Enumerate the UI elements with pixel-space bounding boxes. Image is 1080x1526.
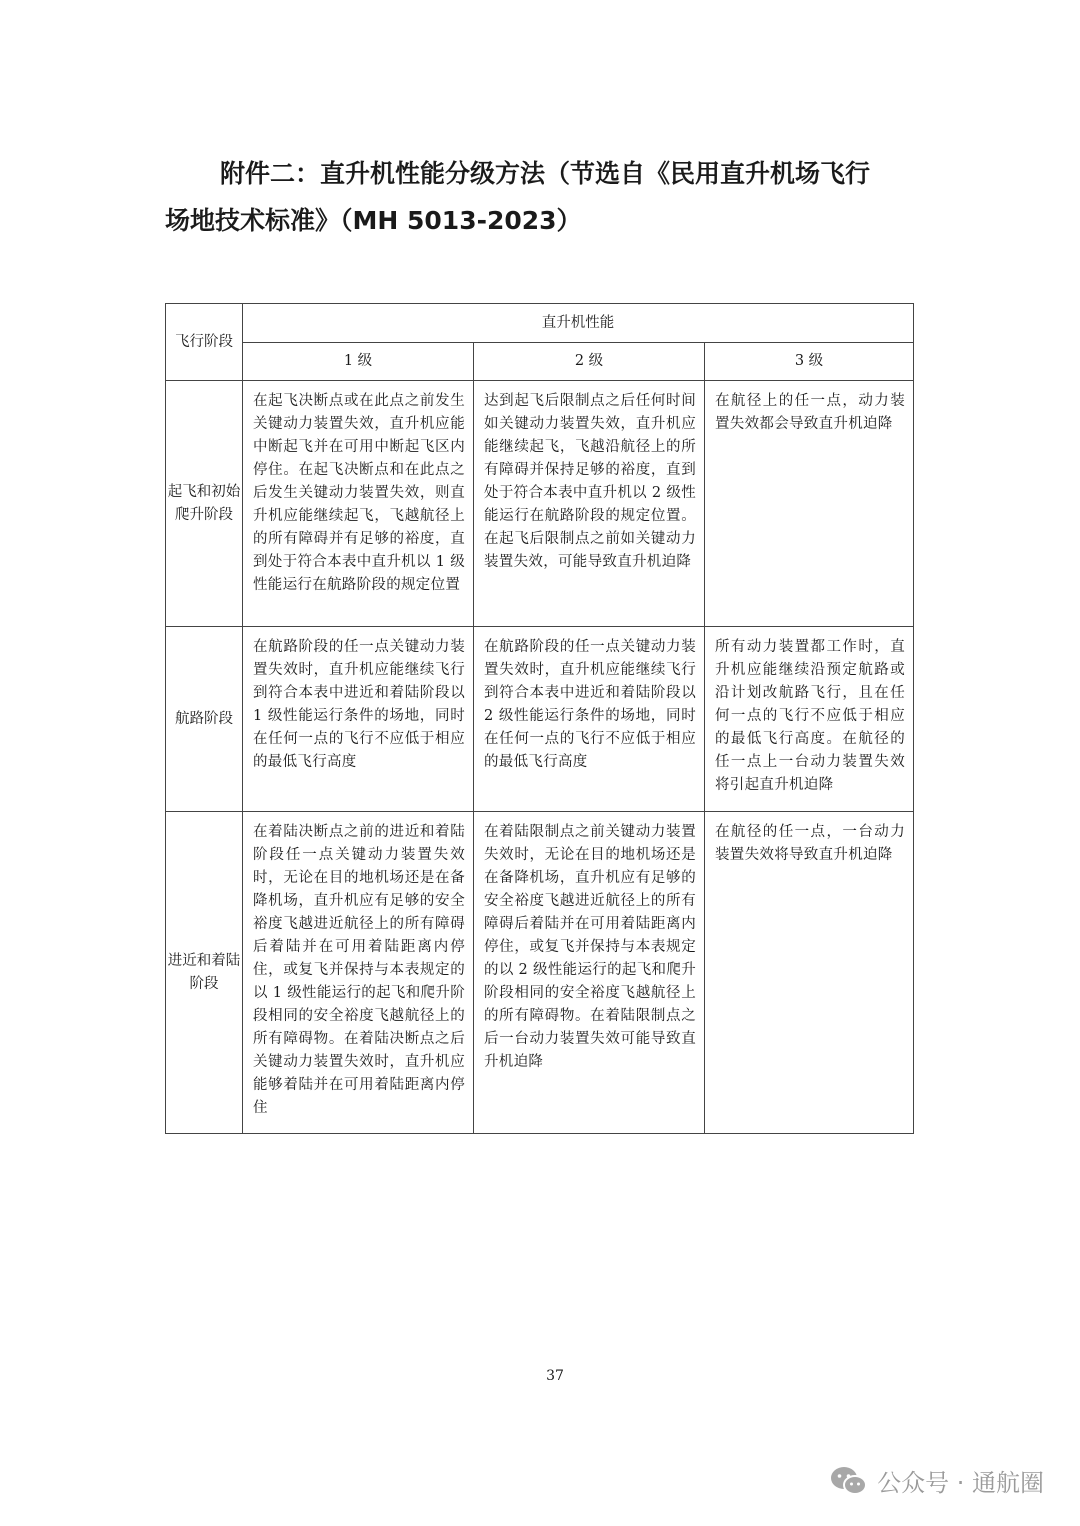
table-row	[166, 627, 914, 812]
header-level-1: 1 级	[243, 343, 474, 381]
wechat-icon	[829, 1465, 869, 1497]
watermark-text: 公众号 · 通航圈	[877, 1469, 1044, 1497]
phase-cell: 航路阶段	[166, 627, 243, 812]
header-performance: 直升机性能	[243, 304, 914, 343]
level-3-cell: 所有动力装置都工作时，直升机应能继续沿预定航路或沿计划改航路飞行，且在任何一点的飞行不应低于相应的最低飞行高度。在航径的任一点上一台动力装置失效将引起直升机迫降	[705, 627, 914, 812]
level-3-cell: 在航径的任一点，一台动力装置失效将导致直升机迫降	[705, 812, 914, 1134]
title-line-1: 附件二：直升机性能分级方法（节选自《民用直升机场飞行	[220, 159, 871, 188]
table-row	[166, 812, 914, 1134]
table-row	[166, 381, 914, 627]
header-flight-phase: 飞行阶段	[166, 304, 243, 381]
level-2-cell: 在航路阶段的任一点关键动力装置失效时，直升机应能继续飞行到符合本表中进近和着陆阶段以 2 级性能运行条件的场地，同时在任何一点的飞行不应低于相应的最低飞行高度	[474, 627, 705, 812]
watermark	[829, 1463, 1044, 1498]
document-title	[165, 150, 925, 244]
phase-cell: 进近和着陆阶段	[166, 812, 243, 1134]
level-1-cell: 在着陆决断点之前的进近和着陆阶段任一点关键动力装置失效时，无论在目的地机场还是在备降机场，直升机应有足够的安全裕度飞越进近航径上的所有障碍后着陆并在可用着陆距离内停住，或复飞并保持与本表规定的以 1 级性能运行的起飞和爬升阶段相同的安全裕度飞越航径上的所有障碍物。在着陆决断点之后关键动力装置失效时，直升机应能够着陆并在可用着陆距离内停住	[243, 812, 474, 1134]
page-number: 37	[546, 1368, 564, 1384]
level-3-cell: 在航径上的任一点，动力装置失效都会导致直升机迫降	[705, 381, 914, 627]
title-line-2: 场地技术标准》（MH 5013-2023）	[165, 206, 582, 235]
header-level-2: 2 级	[474, 343, 705, 381]
level-1-cell: 在起飞决断点或在此点之前发生关键动力装置失效，直升机应能中断起飞并在可用中断起飞区内停住。在起飞决断点和在此点之后发生关键动力装置失效，则直升机应能继续起飞，飞越航径上的所有障碍并有足够的裕度，直到处于符合本表中直升机以 1 级性能运行在航路阶段的规定位置	[243, 381, 474, 627]
performance-table	[165, 303, 914, 1134]
header-level-3: 3 级	[705, 343, 914, 381]
level-2-cell: 在着陆限制点之前关键动力装置失效时，无论在目的地机场还是在备降机场，直升机应有足够的安全裕度飞越进近航径上的所有障碍后着陆并在可用着陆距离内停住，或复飞并保持与本表规定的以 2 级性能运行的起飞和爬升阶段相同的安全裕度飞越航径上的所有障碍物。在着陆限制点之后一台动力装置失效可能导致直升机迫降	[474, 812, 705, 1134]
level-1-cell: 在航路阶段的任一点关键动力装置失效时，直升机应能继续飞行到符合本表中进近和着陆阶段以 1 级性能运行条件的场地，同时在任何一点的飞行不应低于相应的最低飞行高度	[243, 627, 474, 812]
level-2-cell: 达到起飞后限制点之后任何时间如关键动力装置失效，直升机应能继续起飞，飞越沿航径上的所有障碍并保持足够的裕度，直到处于符合本表中直升机以 2 级性能运行在航路阶段的规定位置。在起飞后限制点之前如关键动力装置失效，可能导致直升机迫降	[474, 381, 705, 627]
phase-cell: 起飞和初始爬升阶段	[166, 381, 243, 627]
